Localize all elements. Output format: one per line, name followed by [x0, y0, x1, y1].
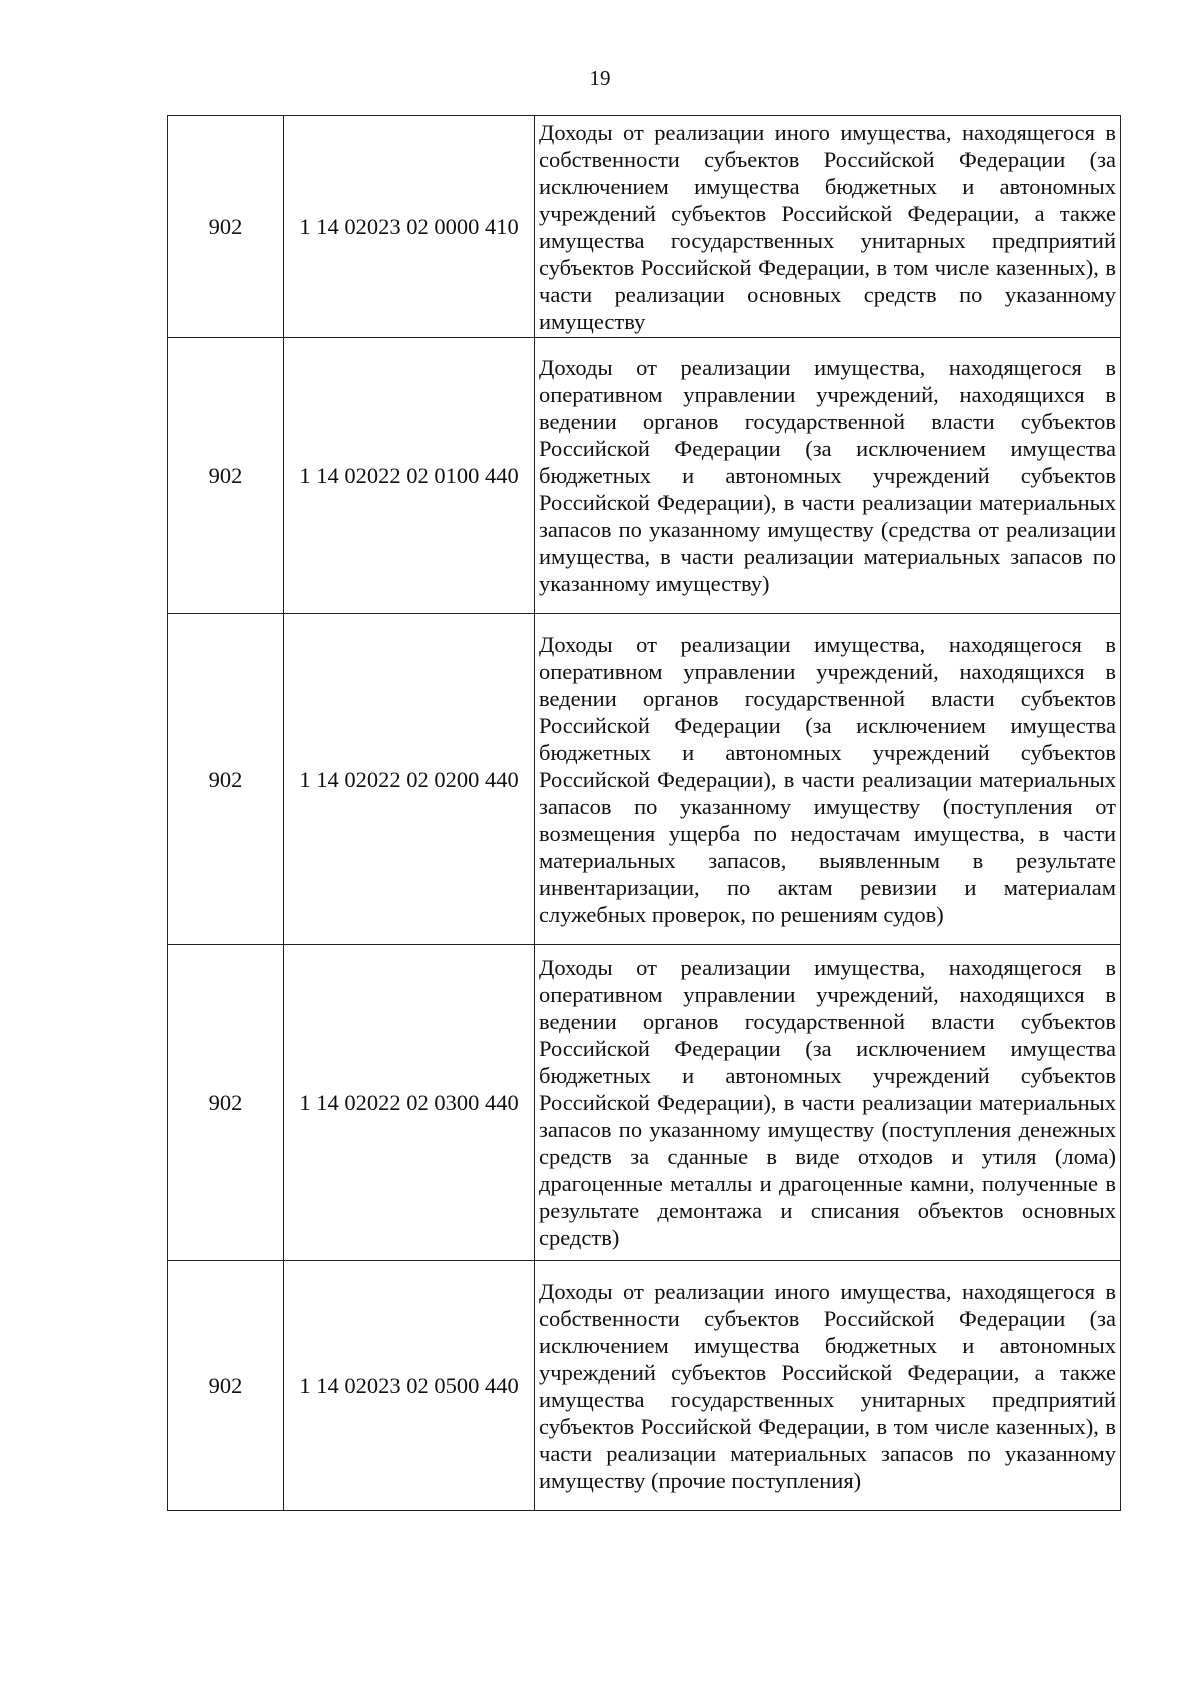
table-row: [168, 614, 1121, 945]
budget-classification-code-cell: 1 14 02022 02 0300 440: [284, 945, 535, 1261]
budget-classification-code-cell: 1 14 02022 02 0200 440: [284, 614, 535, 945]
budget-classification-code-cell: 1 14 02022 02 0100 440: [284, 338, 535, 614]
revenue-codes-table: [167, 115, 1121, 1511]
admin-code-cell: 902: [168, 116, 284, 338]
budget-classification-code-cell: 1 14 02023 02 0500 440: [284, 1261, 535, 1511]
revenue-description-cell: Доходы от реализации иного имущества, находящегося в собственности субъектов Российской Федерации (за исключением имущества бюджетных и автономных учреждений субъектов Российской Федерации, а также имущества государственных унитарных предприятий субъектов Российской Федерации, в том числе казенных), в части реализации основных средств по указанному имуществу: [535, 116, 1121, 338]
admin-code-cell: 902: [168, 945, 284, 1261]
revenue-description-cell: Доходы от реализации имущества, находящегося в оперативном управлении учреждений, находящихся в ведении органов государственной власти субъектов Российской Федерации (за исключением имущества бюджетных и автономных учреждений субъектов Российской Федерации), в части реализации материальных запасов по указанному имуществу (поступления от возмещения ущерба по недостачам имущества, в части материальных запасов, выявленным в результате инвентаризации, по актам ревизии и материалам служебных проверок, по решениям судов): [535, 614, 1121, 945]
budget-classification-code-cell: 1 14 02023 02 0000 410: [284, 116, 535, 338]
table-row: [168, 116, 1121, 338]
page-number: 19: [589, 66, 611, 90]
revenue-description-cell: Доходы от реализации имущества, находящегося в оперативном управлении учреждений, находящихся в ведении органов государственной власти субъектов Российской Федерации (за исключением имущества бюджетных и автономных учреждений субъектов Российской Федерации), в части реализации материальных запасов по указанному имуществу (поступления денежных средств за сданные в виде отходов и утиля (лома) драгоценные металлы и драгоценные камни, полученные в результате демонтажа и списания объектов основных средств): [535, 945, 1121, 1261]
table-row: [168, 338, 1121, 614]
revenue-description-cell: Доходы от реализации иного имущества, находящегося в собственности субъектов Российской Федерации (за исключением имущества бюджетных и автономных учреждений субъектов Российской Федерации, а также имущества государственных унитарных предприятий субъектов Российской Федерации, в том числе казенных), в части реализации материальных запасов по указанному имуществу (прочие поступления): [535, 1261, 1121, 1511]
admin-code-cell: 902: [168, 614, 284, 945]
admin-code-cell: 902: [168, 338, 284, 614]
table-row: [168, 1261, 1121, 1511]
table-row: [168, 945, 1121, 1261]
admin-code-cell: 902: [168, 1261, 284, 1511]
revenue-description-cell: Доходы от реализации имущества, находящегося в оперативном управлении учреждений, находящихся в ведении органов государственной власти субъектов Российской Федерации (за исключением имущества бюджетных и автономных учреждений субъектов Российской Федерации), в части реализации материальных запасов по указанному имуществу (средства от реализации имущества, в части реализации материальных запасов по указанному имуществу): [535, 338, 1121, 614]
